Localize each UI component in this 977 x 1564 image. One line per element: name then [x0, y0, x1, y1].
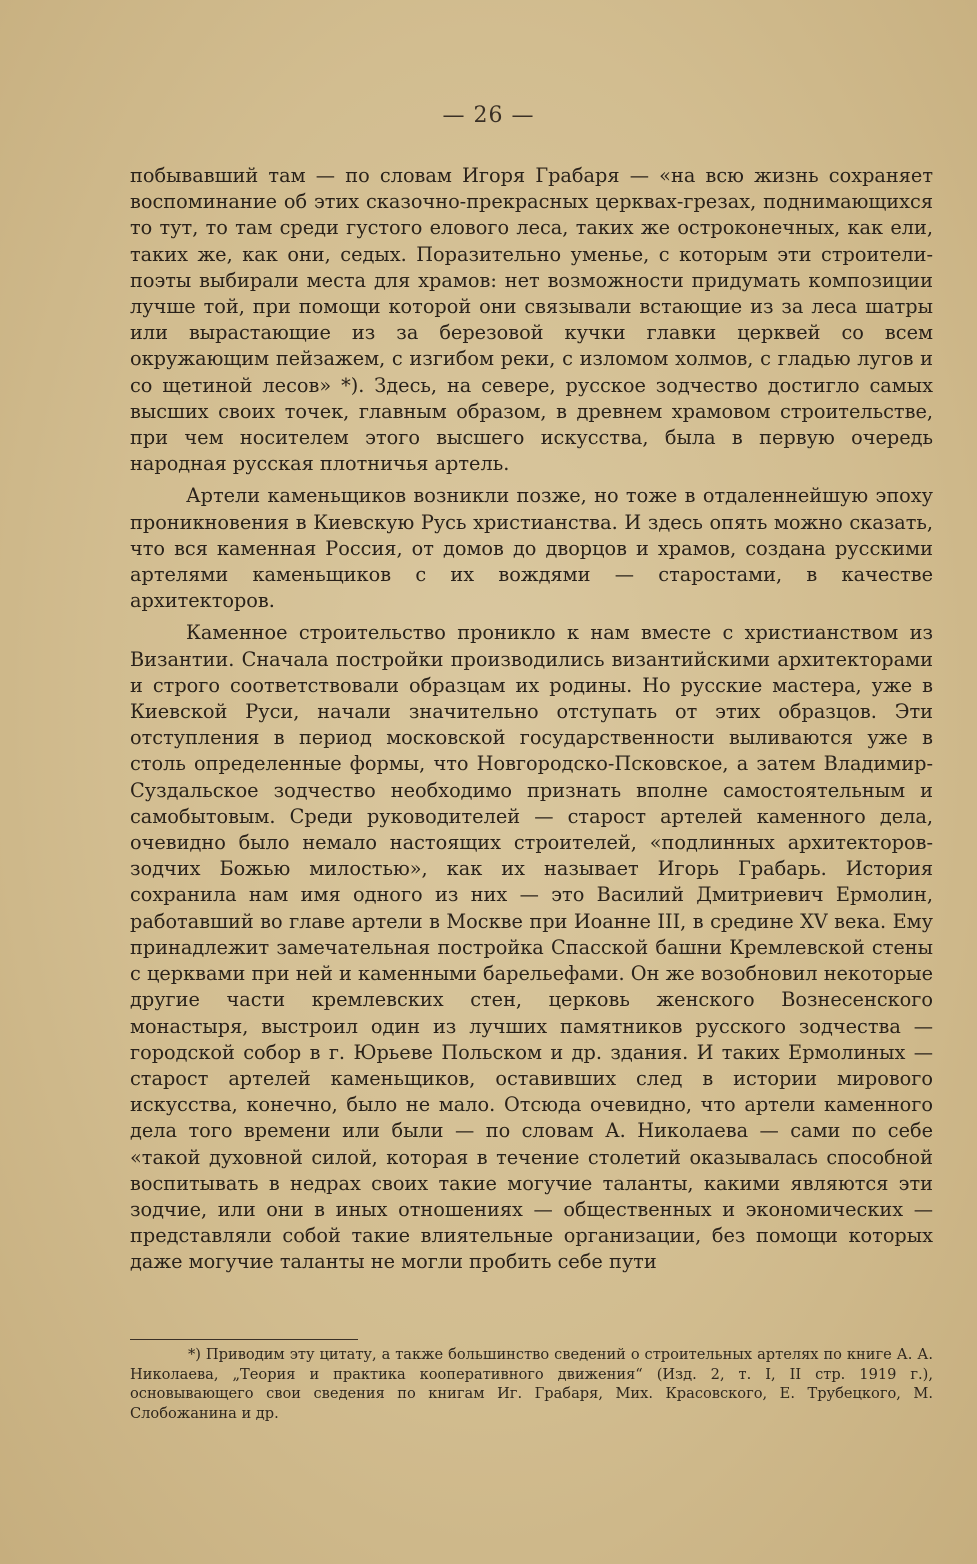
- body-text: [130, 163, 933, 1282]
- footnote: *) Приводим эту цитату, а также большинство сведений о строительных артелях по книге А. А. Николаева, „Теория и практика кооперативного движения“ (Изд. 2, т. I, II стр. 1919 г.), основывающего свои сведения по книгам Иг. Грабаря, Мих. Красовского, Е. Трубецкого, М. Слобожанина и др.: [130, 1346, 933, 1422]
- page-number: — 26 —: [442, 103, 535, 128]
- paragraph-3: Каменное строительство проникло к нам вместе с христианством из Византии. Сначала постройки производились византийскими архитекторами и строго соответствовали образцам их родины. Но русские мастера, уже в Киевской Руси, начали значительно отступать от этих образцов. Эти отступления в период московской государственности выливаются уже в столь определенные формы, что Новгородско-Псковское, а затем Владимир-Суздальское зодчество необходимо признать вполне самостоятельным и самобытовым. Среди руководителей — старост артелей каменного дела, очевидно было немало настоящих строителей, «подлинных архитекторов-зодчих Божью милостью», как их называет Игорь Грабарь. История сохранила нам имя одного из них — это Василий Дмитриевич Ермолин, работавший во главе артели в Москве при Иоанне III, в средине XV века. Ему принадлежит замечательная постройка Спасской башни Кремлевской стены с церквами при ней и каменными барельефами. Он же возобновил некоторые другие части кремлевских стен, церковь женского Вознесенского монастыря, выстроил один из лучших памятников русского зодчества — городской собор в г. Юрьеве Польском и др. здания. И таких Ермолиных — старост артелей каменьщиков, оставивших след в истории мирового искусства, конечно, было не мало. Отсюда очевидно, что артели каменного дела того времени или были — по словам А. Николаева — сами по себе «такой духовной силой, которая в течение столетий оказывалась способной воспитывать в недрах своих такие могучие таланты, какими являются эти зодчие, или они в иных отношениях — общественных и экономических — представляли собой такие влиятельные организации, без помощи которых даже могучие таланты не могли пробить себе пути: [130, 621, 933, 1274]
- paragraph-1: побывавший там — по словам Игоря Грабаря — «на всю жизнь сохраняет воспоминание об этих сказочно-прекрасных церквах-грезах, поднимающихся то тут, то там среди густого елового леса, таких же остроконечных, как ели, таких же, как они, седых. Поразительно уменье, с которым эти строители-поэты выбирали места для храмов: нет возможности придумать композиции лучше той, при помощи которой они связывали встающие из за леса шатры или вырастающие из за березовой кучки главки церквей со всем окружающим пейзажем, с изгибом реки, с изломом холмов, с гладью лугов и со щетиной лесов» *). Здесь, на севере, русское зодчество достигло самых высших своих точек, главным образом, в древнем храмовом строительстве, при чем носителем этого высшего искусства, была в первую очередь народная русская плотничья артель.: [130, 164, 933, 476]
- paragraph-2: Артели каменьщиков возникли позже, но тоже в отдаленнейшую эпоху проникновения в Киевскую Русь христианства. И здесь опять можно сказать, что вся каменная Россия, от домов до дворцов и храмов, создана русскими артелями каменьщиков с их вождями — старостами, в качестве архитекторов.: [130, 484, 933, 613]
- footnote-divider: [130, 1339, 358, 1340]
